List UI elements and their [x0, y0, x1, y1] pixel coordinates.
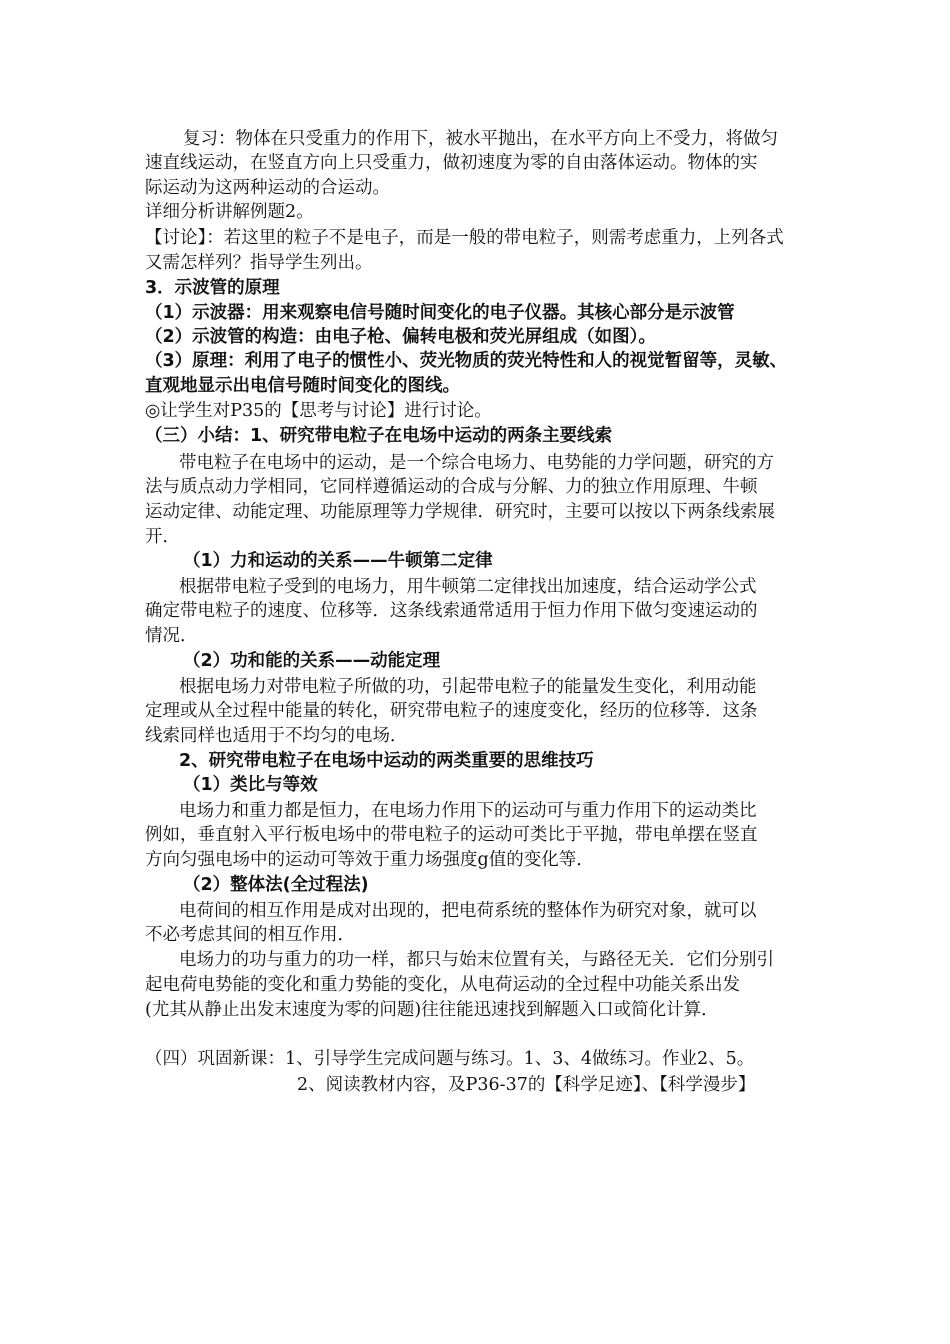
force-motion-line-1: 根据带电粒子受到的电场力，用牛顿第二定律找出加速度，结合运动学公式: [179, 577, 757, 597]
whole-method-line-3: 电场力的功与重力的功一样，都只与始末位置有关，与路径无关．它们分别引: [179, 950, 774, 970]
work-energy-line-3: 线索同样也适用于不均匀的电场．: [145, 726, 408, 746]
work-energy-line-2: 定理或从全过程中能量的转化，研究带电粒子的速度变化，经历的位移等．这条: [145, 701, 758, 721]
summary-intro-line-4: 开．: [145, 527, 180, 547]
summary-heading: （三）小结：1、研究带电粒子在电场中运动的两条主要线索: [145, 426, 613, 446]
oscilloscope-point-3-line-2: 直观地显示出电信号随时间变化的图线。: [145, 376, 460, 396]
discussion-line-2: 又需怎样列？指导学生列出。: [145, 253, 373, 273]
whole-method-line-1: 电荷间的相互作用是成对出现的，把电荷系统的整体作为研究对象，就可以: [179, 901, 757, 921]
oscilloscope-point-1: （1）示波器：用来观察电信号随时间变化的电子仪器。其核心部分是示波管: [145, 303, 735, 323]
analogy-line-1: 电场力和重力都是恒力，在电场力作用下的运动可与重力作用下的运动类比: [179, 801, 757, 821]
work-energy-heading: （2）功和能的关系——动能定理: [183, 651, 441, 671]
review-line-2: 速直线运动，在竖直方向上只受重力，做初速度为零的自由落体运动。物体的实: [145, 153, 758, 173]
whole-method-heading: （2）整体法(全过程法): [183, 875, 369, 895]
oscilloscope-heading: 3．示波管的原理: [145, 278, 280, 298]
analogy-line-2: 例如，垂直射入平行板电场中的带电粒子的运动可类比于平抛，带电单摆在竖直: [145, 825, 758, 845]
think-discuss-line: ◎让学生对P35的【思考与讨论】进行讨论。: [145, 401, 492, 421]
review-line-1: 复习：物体在只受重力的作用下，被水平抛出，在水平方向上不受力，将做匀: [183, 129, 778, 149]
force-motion-heading: （1）力和运动的关系——牛顿第二定律: [183, 551, 493, 571]
whole-method-line-2: 不必考虑其间的相互作用．: [145, 925, 355, 945]
consolidate-line-1: （四）巩固新课：1、引导学生完成问题与练习。1、3、4做练习。作业2、5。: [145, 1049, 755, 1069]
work-energy-line-1: 根据电场力对带电粒子所做的功，引起带电粒子的能量发生变化，利用动能: [179, 677, 757, 697]
whole-method-line-4: 起电荷电势能的变化和重力势能的变化，从电荷运动的全过程中功能关系出发: [145, 975, 740, 995]
whole-method-line-5: (尤其从静止出发末速度为零的问题)往往能迅速找到解题入口或简化计算．: [145, 1000, 719, 1020]
summary-intro-line-3: 运动定律、动能定理、功能原理等力学规律．研究时，主要可以按以下两条线索展: [145, 502, 775, 522]
thinking-skills-heading: 2、研究带电粒子在电场中运动的两类重要的思维技巧: [179, 751, 594, 771]
summary-intro-line-2: 法与质点动力学相同，它同样遵循运动的合成与分解、力的独立作用原理、牛顿: [145, 477, 758, 497]
summary-intro-line-1: 带电粒子在电场中的运动，是一个综合电场力、电势能的力学问题，研究的方: [179, 453, 774, 473]
analogy-heading: （1）类比与等效: [183, 775, 318, 795]
oscilloscope-point-3-line-1: （3）原理：利用了电子的惯性小、荧光物质的荧光特性和人的视觉暂留等，灵敏、: [145, 351, 788, 371]
consolidate-line-2: 2、阅读教材内容，及P36-37的【科学足迹】、【科学漫步】: [297, 1075, 756, 1095]
force-motion-line-3: 情况．: [145, 626, 198, 646]
example-line: 详细分析讲解例题2。: [145, 202, 314, 222]
discussion-line-1: 【讨论】：若这里的粒子不是电子，而是一般的带电粒子，则需考虑重力，上列各式: [145, 228, 784, 248]
oscilloscope-point-2: （2）示波管的构造：由电子枪、偏转电极和荧光屏组成（如图）。: [145, 327, 656, 347]
force-motion-line-2: 确定带电粒子的速度、位移等．这条线索通常适用于恒力作用下做匀变速运动的: [145, 601, 758, 621]
analogy-line-3: 方向匀强电场中的运动可等效于重力场强度g值的变化等．: [145, 850, 594, 870]
review-line-3: 际运动为这两种运动的合运动。: [145, 178, 390, 198]
